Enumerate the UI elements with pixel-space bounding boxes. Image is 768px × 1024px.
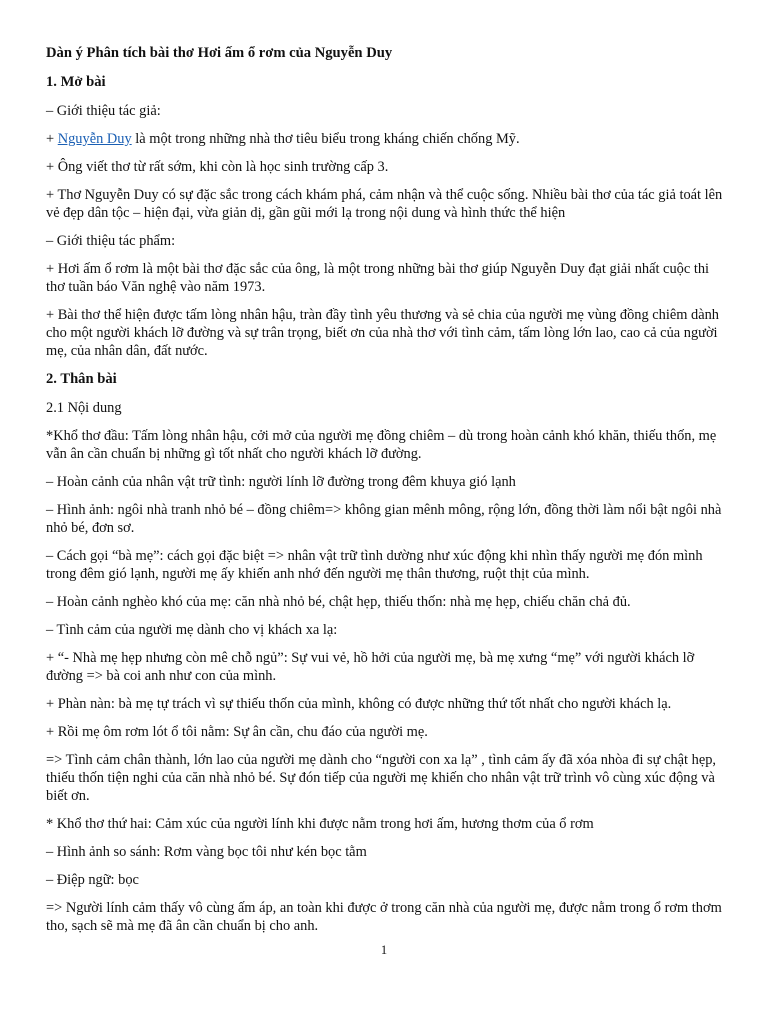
paragraph-2: – Hoàn cảnh của nhân vật trữ tình: người lính lỡ đường trong đêm khuya gió lạnh: [46, 474, 516, 490]
author-line-1: [46, 130, 726, 148]
paragraph-8: + Phàn nàn: bà mẹ tự trách vì sự thiếu thốn của mình, không có được những thứ tốt nhất cho người khách lạ.: [46, 696, 672, 712]
paragraph-4: – Cách gọi “bà mẹ”: cách gọi đặc biệt => nhân vật trữ tình dường như xúc động khi nhìn thấy người mẹ đón mình trong đêm gió lạnh, người mẹ ấy khiến anh nhớ đến người mẹ thân thương, ruột thịt của mình.: [46, 548, 703, 582]
work-line-2: + Bài thơ thể hiện được tấm lòng nhân hậu, tràn đầy tình yêu thương và sẻ chia của người mẹ vùng đồng chiêm dành cho một người khách lỡ đường và sự trân trọng, biết ơn của nhà thơ với tình cảm, tấm lòng lớn lao, cao cả của người mẹ, của nhân dân, đất nước.: [46, 307, 720, 359]
paragraph-7: + “- Nhà mẹ hẹp nhưng còn mê chỗ ngủ”: Sự vui vẻ, hồ hởi của người mẹ, bà mẹ xưng “mẹ” với người khách lỡ đường => bà coi anh như con của mình.: [46, 650, 695, 684]
intro-work-label: – Giới thiệu tác phẩm:: [46, 233, 176, 249]
paragraph-10: => Tình cảm chân thành, lớn lao của người mẹ dành cho “người con xa lạ” , tình cảm ấy đã xóa nhòa đi sự chật hẹp, thiếu thốn tiện nghi của căn nhà nhỏ bé. Sự đón tiếp của người mẹ khiến cho nhân vật trữ trình vô cùng xúc động và biết ơn.: [46, 752, 717, 804]
paragraph-3: – Hình ảnh: ngôi nhà tranh nhỏ bé – đồng chiêm=> không gian mênh mông, rộng lớn, đồng thời làm nổi bật ngôi nhà nhỏ bé, đơn sơ.: [46, 502, 722, 536]
paragraph-5: – Hoàn cảnh nghèo khó của mẹ: căn nhà nhỏ bé, chật hẹp, thiếu thốn: nhà mẹ hẹp, chiếu chăn chả đủ.: [46, 594, 631, 610]
document-page: [46, 44, 726, 945]
intro-heading: 1. Mở bài: [46, 74, 106, 90]
author-link[interactable]: Nguyễn Duy: [57, 131, 132, 147]
page-number: 1: [380, 943, 388, 957]
author-line-1-suffix: là một trong những nhà thơ tiêu biểu trong kháng chiến chống Mỹ.: [131, 131, 520, 147]
intro-author-label: – Giới thiệu tác giả:: [46, 103, 161, 119]
work-line-1: + Hơi ấm ổ rơm là một bài thơ đặc sắc của ông, là một trong những bài thơ giúp Nguyễn Duy đạt giải nhất cuộc thi thơ tuần báo Văn nghệ vào năm 1973.: [46, 261, 710, 295]
author-line-1-prefix: +: [46, 131, 58, 147]
paragraph-12: – Hình ảnh so sánh: Rơm vàng bọc tôi như kén bọc tằm: [46, 844, 367, 860]
author-line-2: + Ông viết thơ từ rất sớm, khi còn là học sinh trường cấp 3.: [46, 159, 389, 175]
paragraph-14: => Người lính cảm thấy vô cùng ấm áp, an toàn khi được ở trong căn nhà của người mẹ, được nằm trong ổ rơm thơm tho, sạch sẽ mà mẹ đã ân cần chuẩn bị cho anh.: [46, 900, 722, 934]
paragraph-9: + Rồi mẹ ôm rơm lót ổ tôi nằm: Sự ân cần, chu đáo của người mẹ.: [46, 724, 428, 740]
body-heading: 2. Thân bài: [46, 371, 117, 387]
content-heading: 2.1 Nội dung: [46, 400, 122, 416]
paragraph-6: – Tình cảm của người mẹ dành cho vị khách xa lạ:: [46, 622, 338, 638]
paragraph-11: * Khổ thơ thứ hai: Cảm xúc của người lính khi được nằm trong hơi ấm, hương thơm của ổ rơm: [46, 816, 594, 832]
author-line-3: + Thơ Nguyễn Duy có sự đặc sắc trong cách khám phá, cảm nhận và thể cuộc sống. Nhiều bài thơ của tác giả toát lên vẻ đẹp dân tộc – hiện đại, vừa giản dị, gần gũi mới lạ trong nội dung và hình thức thể hiện: [46, 187, 723, 221]
paragraph-1: *Khổ thơ đầu: Tấm lòng nhân hậu, cởi mở của người mẹ đồng chiêm – dù trong hoàn cảnh khó khăn, thiếu thốn, mẹ vẫn ân cần chuẩn bị những gì tốt nhất cho người khách lỡ đường.: [46, 428, 717, 462]
paragraph-13: – Điệp ngữ: bọc: [46, 872, 139, 888]
document-title: Dàn ý Phân tích bài thơ Hơi ấm ổ rơm của Nguyễn Duy: [46, 45, 393, 61]
